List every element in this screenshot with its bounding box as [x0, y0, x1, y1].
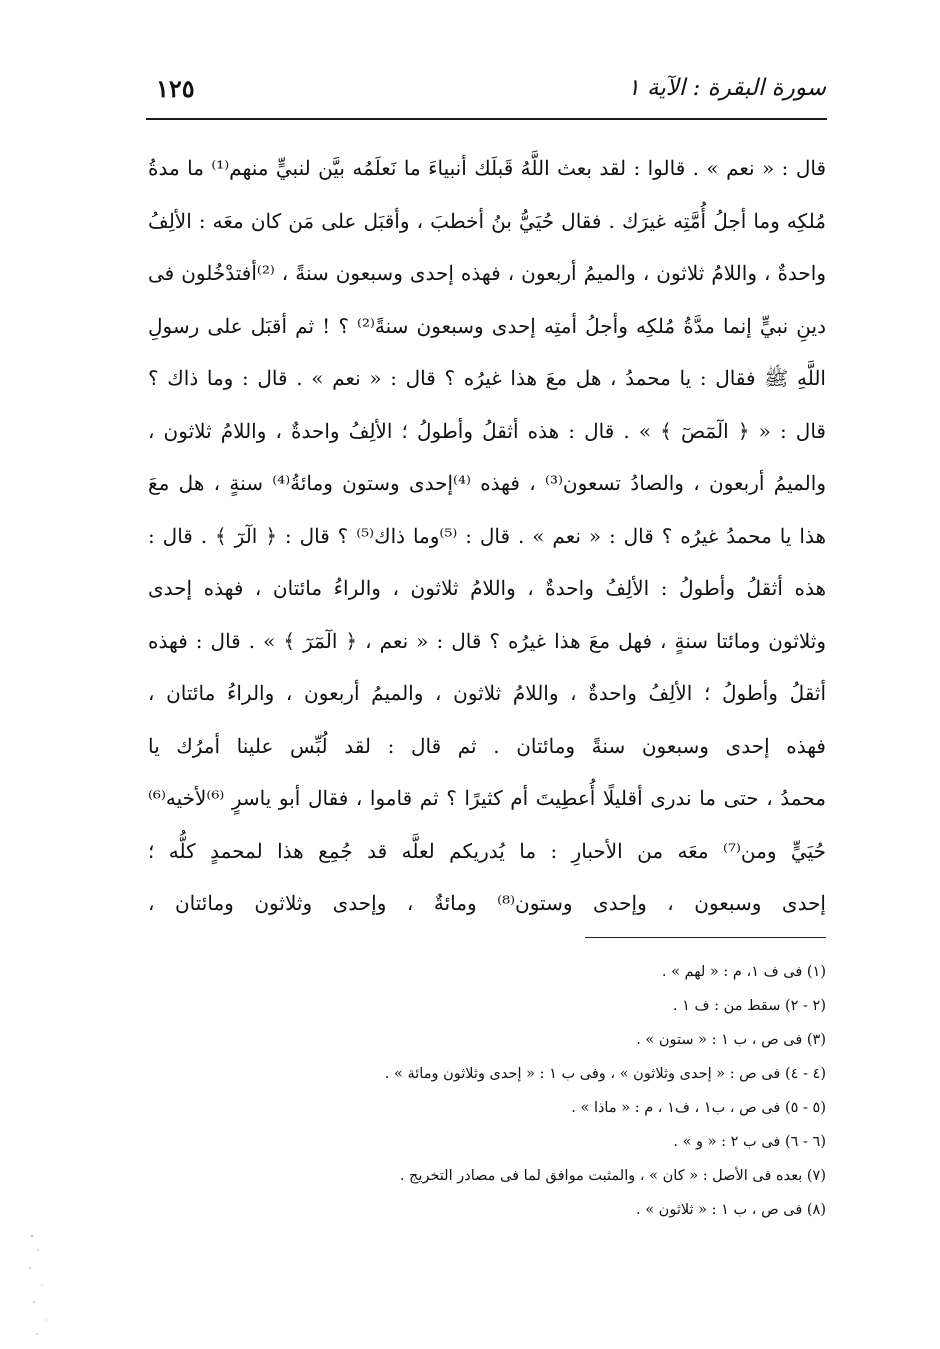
footnotes [148, 955, 826, 1227]
header-rule [146, 118, 827, 120]
text-line: فهذه إحدى وسبعون سنةً ومائتان . ثم قال : لقد لُبِّس علينا أمرُك يا [148, 733, 826, 758]
text-line: وثلاثون ومائتا سنةٍ ، فهل معَ هذا غيرُه ؟ قال : « نعم ، ﴿ الٓمٓرٓ ﴾ » . قال : فهذه [148, 628, 826, 653]
text-line: والميمُ أربعون ، والصادُ تسعون⁽³⁾ ، فهذه ⁽⁴⁾إحدى وستون ومائةُ⁽⁴⁾ سنةٍ ، هل معَ [148, 471, 826, 495]
footnote: (١) فى ف ١، م : « لهم » . [661, 964, 826, 980]
text-line: قال : « نعم » . قالوا : لقد بعث اللَّهُ قَبلَك أنبياءَ ما نَعلَمُه بيَّن لنبيٍّ منهم⁽¹⁾ ما مدةُ [148, 156, 826, 180]
scan-speckles [24, 1230, 64, 1340]
text-line: هذه أثقلُ وأطولُ : الألِفُ واحدةٌ ، واللامُ ثلاثون ، والراءُ مائتان ، فهذه إحدى [148, 576, 826, 600]
text-line: محمدُ ، حتى ما ندرى أقليلًا أُعطِيتَ أم كثيرًا ؟ ثم قاموا ، فقال أبو ياسرٍ ⁽⁶⁾لأخيه⁽⁶⁾ [148, 786, 826, 810]
footnote-separator [585, 937, 826, 938]
footnote: (٨) فى ص ، ب ١ : « ثلاثون » . [635, 1202, 826, 1218]
text-line: أثقلُ وأطولُ ؛ الألِفُ واحدةٌ ، واللامُ ثلاثون ، والميمُ أربعون ، والراءُ مائتان ، [148, 681, 826, 705]
text-line: حُيَيٍّ ومن⁽⁷⁾ معَه من الأحبارِ : ما يُدريكم لعلَّه قد جُمِع هذا لمحمدٍ كلُّه ؛ [148, 838, 826, 863]
running-title: سورة البقرة : الآية ١ [627, 75, 826, 101]
running-header [148, 66, 826, 110]
text-line: دينِ نبيٍّ إنما مدَّةُ مُلكِه وأجلُ أمتِه إحدى وسبعون سنةً⁽²⁾ ؟ ! ثم أقبَل على رسولِ [148, 313, 826, 338]
text-line: هذا يا محمدُ غيرُه ؟ قال : « نعم » . قال : ⁽⁵⁾وما ذاك⁽⁵⁾ ؟ قال : ﴿ الٓرٓ ﴾ . قال : [148, 523, 826, 548]
text-line: واحدةٌ ، واللامُ ثلاثون ، والميمُ أربعون ، فهذه إحدى وسبعون سنةً ، ⁽²⁾أفتدْخُلون فى [148, 261, 826, 285]
text-line: إحدى وسبعون ، وإحدى وستون⁽⁸⁾ ومائةٌ ، وإحدى وثلاثون ومائتان ، [148, 891, 826, 915]
page-number: ١٢٥ [156, 73, 195, 103]
text-line: قال : « ﴿ الٓمٓصٓ ﴾ » . قال : هذه أثقلُ وأطولُ ؛ الألِفُ واحدةٌ ، واللامُ ثلاثون ، [148, 418, 826, 443]
main-text [148, 142, 826, 930]
footnote: (٣) فى ص ، ب ١ : « ستون » . [636, 1032, 826, 1048]
footnote: (٢ - ٢) سقط من : ف ١ . [672, 998, 826, 1014]
footnote: (٦ - ٦) فى ب ٢ : « و » . [673, 1134, 826, 1150]
text-line: مُلكِه وما أجلُ أُمَّتِه غيرَك . فقال حُيَيُّ بنُ أخطبَ ، وأقبَل على مَن كان معَه : الألِفُ [148, 208, 826, 233]
footnote: (٥ - ٥) فى ص ، ب١ ، ف١ ، م : « ماذا » . [571, 1100, 826, 1116]
footnote: (٧) بعده فى الأصل : « كان » ، والمثبت موافق لما فى مصادر التخريج . [399, 1168, 826, 1184]
text-line: اللَّهِ ﷺ فقال : يا محمدُ ، هل معَ هذا غيرُه ؟ قال : « نعم » . قال : وما ذاك ؟ [148, 366, 826, 390]
footnote: (٤ - ٤) فى ص : « إحدى وثلاثون » ، وفى ب ١ : « إحدى وثلاثون ومائة » . [384, 1066, 826, 1082]
